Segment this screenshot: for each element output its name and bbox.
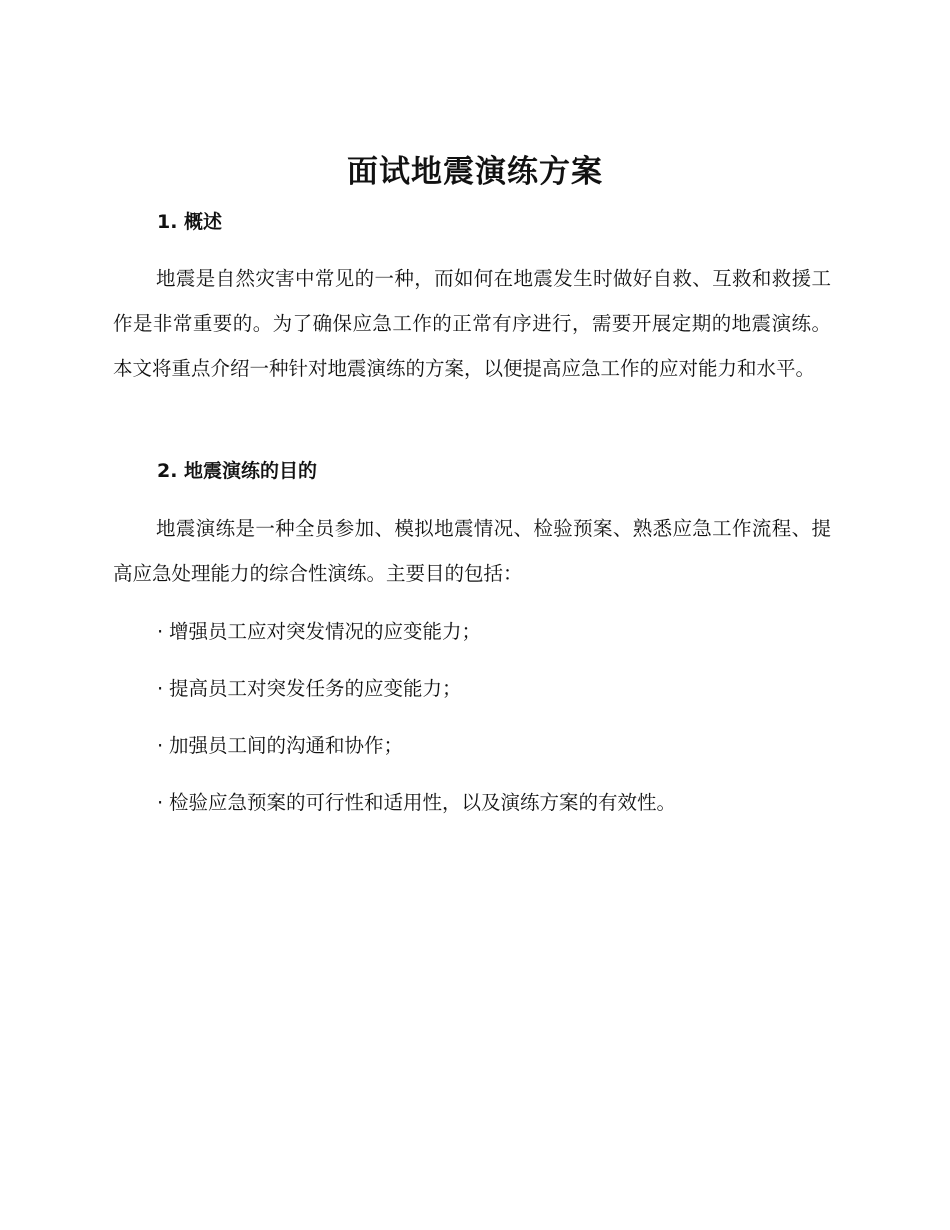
bullet-marker: ·	[157, 620, 164, 643]
list-item	[157, 731, 403, 761]
list-item-text: 提高员工对突发任务的应变能力；	[169, 677, 462, 700]
bullet-marker: ·	[157, 734, 164, 757]
list-item	[157, 674, 462, 704]
list-item	[157, 788, 676, 818]
list-item-text: 加强员工间的沟通和协作；	[169, 734, 404, 757]
list-item-text: 检验应急预案的可行性和适用性，以及演练方案的有效性。	[169, 791, 677, 814]
purpose-paragraph: 地震演练是一种全员参加、模拟地震情况、检验预案、熟悉应急工作流程、提高应急处理能力的综合性演练。主要目的包括：	[113, 517, 831, 585]
list-item-text: 增强员工应对突发情况的应变能力；	[169, 620, 482, 643]
list-item	[157, 617, 481, 647]
bullet-marker: ·	[157, 791, 164, 814]
section-heading-purpose: 2. 地震演练的目的	[157, 460, 318, 482]
overview-paragraph: 地震是自然灾害中常见的一种，而如何在地震发生时做好自救、互救和救援工作是非常重要的。为了确保应急工作的正常有序进行，需要开展定期的地震演练。本文将重点介绍一种针对地震演练的方案，以便提高应急工作的应对能力和水平。	[113, 267, 831, 380]
section-heading-overview: 1. 概述	[157, 211, 223, 233]
document-title: 面试地震演练方案	[347, 154, 603, 190]
bullet-marker: ·	[157, 677, 164, 700]
